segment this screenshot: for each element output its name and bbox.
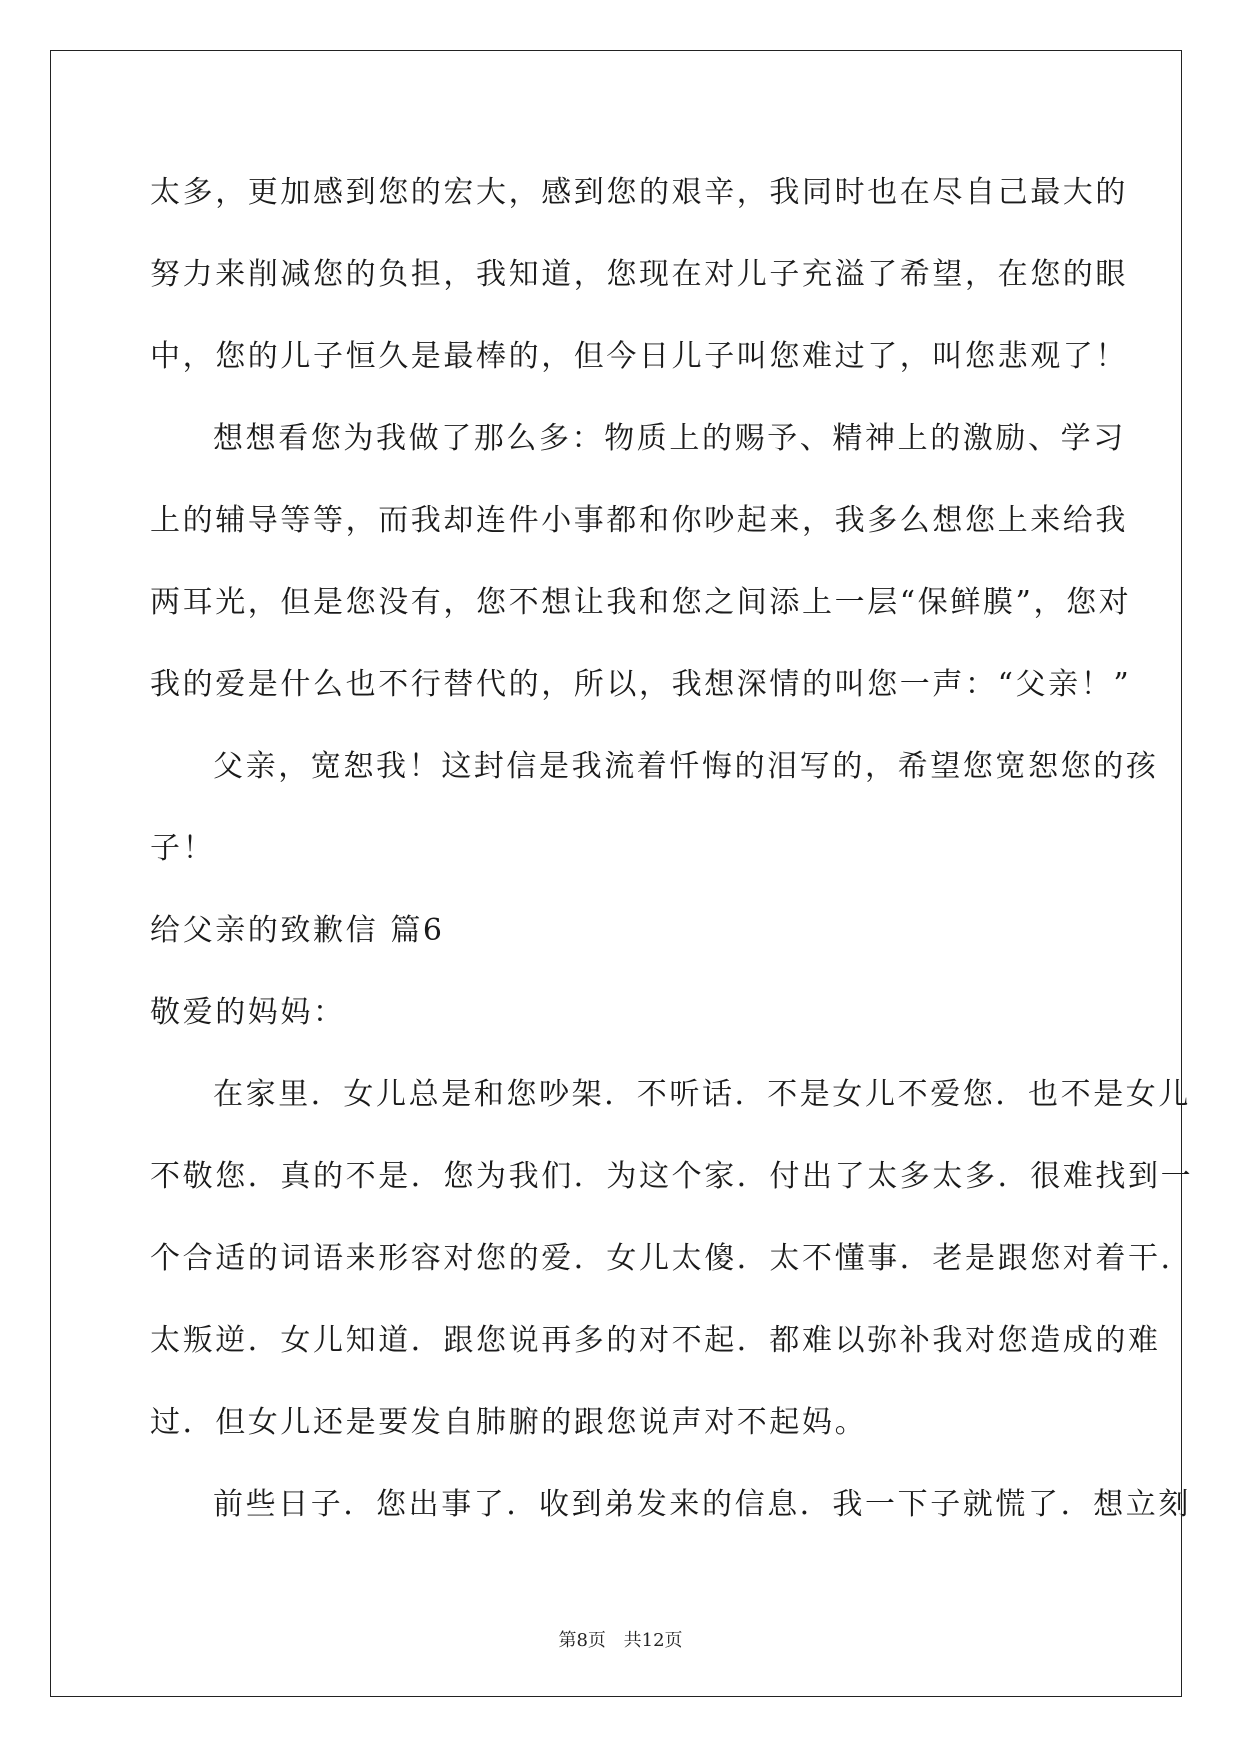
text-line: 中，您的儿子恒久是最棒的，但今日儿子叫您难过了，叫您悲观了！: [150, 339, 1128, 374]
total-pages-label: 共12页: [623, 1630, 683, 1651]
text-line: 在家里．女儿总是和您吵架．不听话．不是女儿不爱您．也不是女儿: [213, 1077, 1191, 1112]
document-body: [150, 152, 1194, 1546]
salutation: 敬爱的妈妈：: [150, 995, 346, 1030]
page-footer: [0, 1626, 1241, 1652]
text-line: 太多，更加感到您的宏大，感到您的艰辛，我同时也在尽自己最大的: [150, 175, 1128, 210]
text-line: 前些日子．您出事了．收到弟发来的信息．我一下子就慌了．想立刻: [213, 1487, 1191, 1522]
text-line: 父亲，宽恕我！这封信是我流着忏悔的泪写的，希望您宽恕您的孩: [213, 749, 1159, 784]
text-line: 个合适的词语来形容对您的爱．女儿太傻．太不懂事．老是跟您对着干．: [150, 1241, 1194, 1276]
text-line: 两耳光，但是您没有，您不想让我和您之间添上一层“保鲜膜”，您对: [150, 585, 1132, 620]
text-line: 不敬您．真的不是．您为我们．为这个家．付出了太多太多．很难找到一: [150, 1159, 1194, 1194]
text-line: 上的辅导等等，而我却连件小事都和你吵起来，我多么想您上来给我: [150, 503, 1128, 538]
section-heading: 给父亲的致歉信 篇6: [150, 913, 445, 948]
text-line: 想想看您为我做了那么多：物质上的赐予、精神上的激励、学习: [213, 421, 1126, 456]
text-line: 过．但女儿还是要发自肺腑的跟您说声对不起妈。: [150, 1405, 868, 1440]
text-line: 子！: [150, 831, 216, 866]
text-line: 努力来削减您的负担，我知道，您现在对儿子充溢了希望，在您的眼: [150, 257, 1128, 292]
current-page-label: 第8页: [558, 1630, 606, 1651]
text-line: 太叛逆．女儿知道．跟您说再多的对不起．都难以弥补我对您造成的难: [150, 1323, 1161, 1358]
text-line: 我的爱是什么也不行替代的，所以，我想深情的叫您一声：“父亲！”: [150, 667, 1132, 702]
